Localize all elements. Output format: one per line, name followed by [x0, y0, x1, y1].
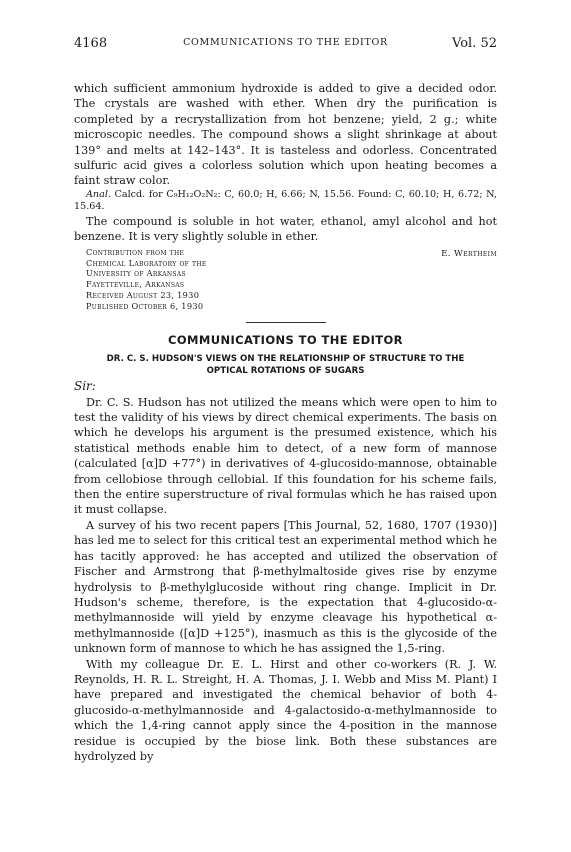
- contribution-block: [86, 247, 497, 312]
- analysis-label: Anal.: [86, 188, 111, 200]
- salutation: Sir:: [74, 379, 96, 394]
- contribution-line: Published October 6, 1930: [86, 300, 204, 311]
- article1-paragraph-1: which sufficient ammonium hydroxide is added to give a decided odor. The crystals are washed with ether. When dry the purification is completed by a recrystallization from hot benzene; yield, 2 g.; white microscopic needles. The compound shows a slight shrinkage at about 139° and melts at 142–143°. It is tasteless and odorless. Concentrated sulfuric acid gives a colorless solution which upon heating becomes a faint straw color.: [74, 82, 497, 188]
- section-title: COMMUNICATIONS TO THE EDITOR: [168, 332, 403, 347]
- section-divider: [246, 322, 326, 323]
- article-title-line-2: OPTICAL ROTATIONS OF SUGARS: [206, 365, 365, 376]
- contribution-line: University of Arkansas: [86, 268, 186, 279]
- page-body: [74, 81, 497, 764]
- article2-paragraph-2: A survey of his two recent papers [This Journal, 52, 1680, 1707 (1930)] has led me to select for this critical test an experimental method which he has tacitly approved: he has accepted and utilized the observation of Fischer and Armstrong that β-methylmaltoside gives rise by enzyme hydrolysis to β-methylglucoside without ring change. Implicit in Dr. Hudson's scheme, therefore, is the expectation that 4-glucosido-α-methylmannoside will yield by enzyme cleavage his hypothetical α-methylmannoside ([α]D +125°), inasmuch as this is the glycoside of the unknown form of mannose to which he has assigned the 1,5-ring.: [74, 518, 497, 656]
- contribution-address: [86, 247, 207, 312]
- article-title-line-1: DR. C. S. HUDSON'S VIEWS ON THE RELATIONSHIP OF STRUCTURE TO THE: [106, 354, 465, 365]
- contribution-line: Chemical Laboratory of the: [86, 257, 207, 268]
- page-number: 4168: [74, 36, 108, 51]
- article-title: [74, 354, 497, 377]
- analysis-values: Calcd. for C₉H₁₂O₂N₂: C, 60.0; H, 6.66; N, 15.56. Found: C, 60.10; H, 6.72; N, 15.64.: [74, 188, 497, 213]
- article2-paragraph-1: Dr. C. S. Hudson has not utilized the means which were open to him to test the validity of his views by direct chemical experiments. The basis on which he develops his argument is the presumed existence, which his statistical methods enable him to detect, of a new form of mannose (calculated [α]D +77°) in derivatives of 4-glucosido-mannose, obtainable from cellobiose through cellobial. If this foundation for his scheme fails, then the entire superstructure of rival formulas which he has raised upon it must collapse.: [74, 395, 497, 517]
- article1-paragraph-2: The compound is soluble in hot water, ethanol, amyl alcohol and hot benzene. It is very slightly soluble in ether.: [74, 215, 497, 244]
- running-title: COMMUNICATIONS TO THE EDITOR: [183, 37, 388, 48]
- article2-paragraph-3: With my colleague Dr. E. L. Hirst and other co-workers (R. J. W. Reynolds, H. R. L. Streight, H. A. Thomas, J. I. Webb and Miss M. Plant) I have prepared and investigated the chemical behavior of both 4-glucosido-α-methylmannoside and 4-galactosido-α-methylmannoside to which the 1,4-ring cannot apply since the 4-position in the mannose residue is occupied by the biose link. Both these substances are hydrolyzed by: [74, 657, 497, 763]
- author-name: E. Wertheim: [441, 248, 497, 259]
- contribution-line: Contribution from the: [86, 246, 185, 257]
- analysis-line: [74, 189, 497, 214]
- volume-label: Vol. 52: [452, 36, 497, 51]
- running-header: [74, 36, 497, 52]
- contribution-line: Fayetteville, Arkansas: [86, 279, 185, 290]
- contribution-line: Received August 23, 1930: [86, 290, 200, 301]
